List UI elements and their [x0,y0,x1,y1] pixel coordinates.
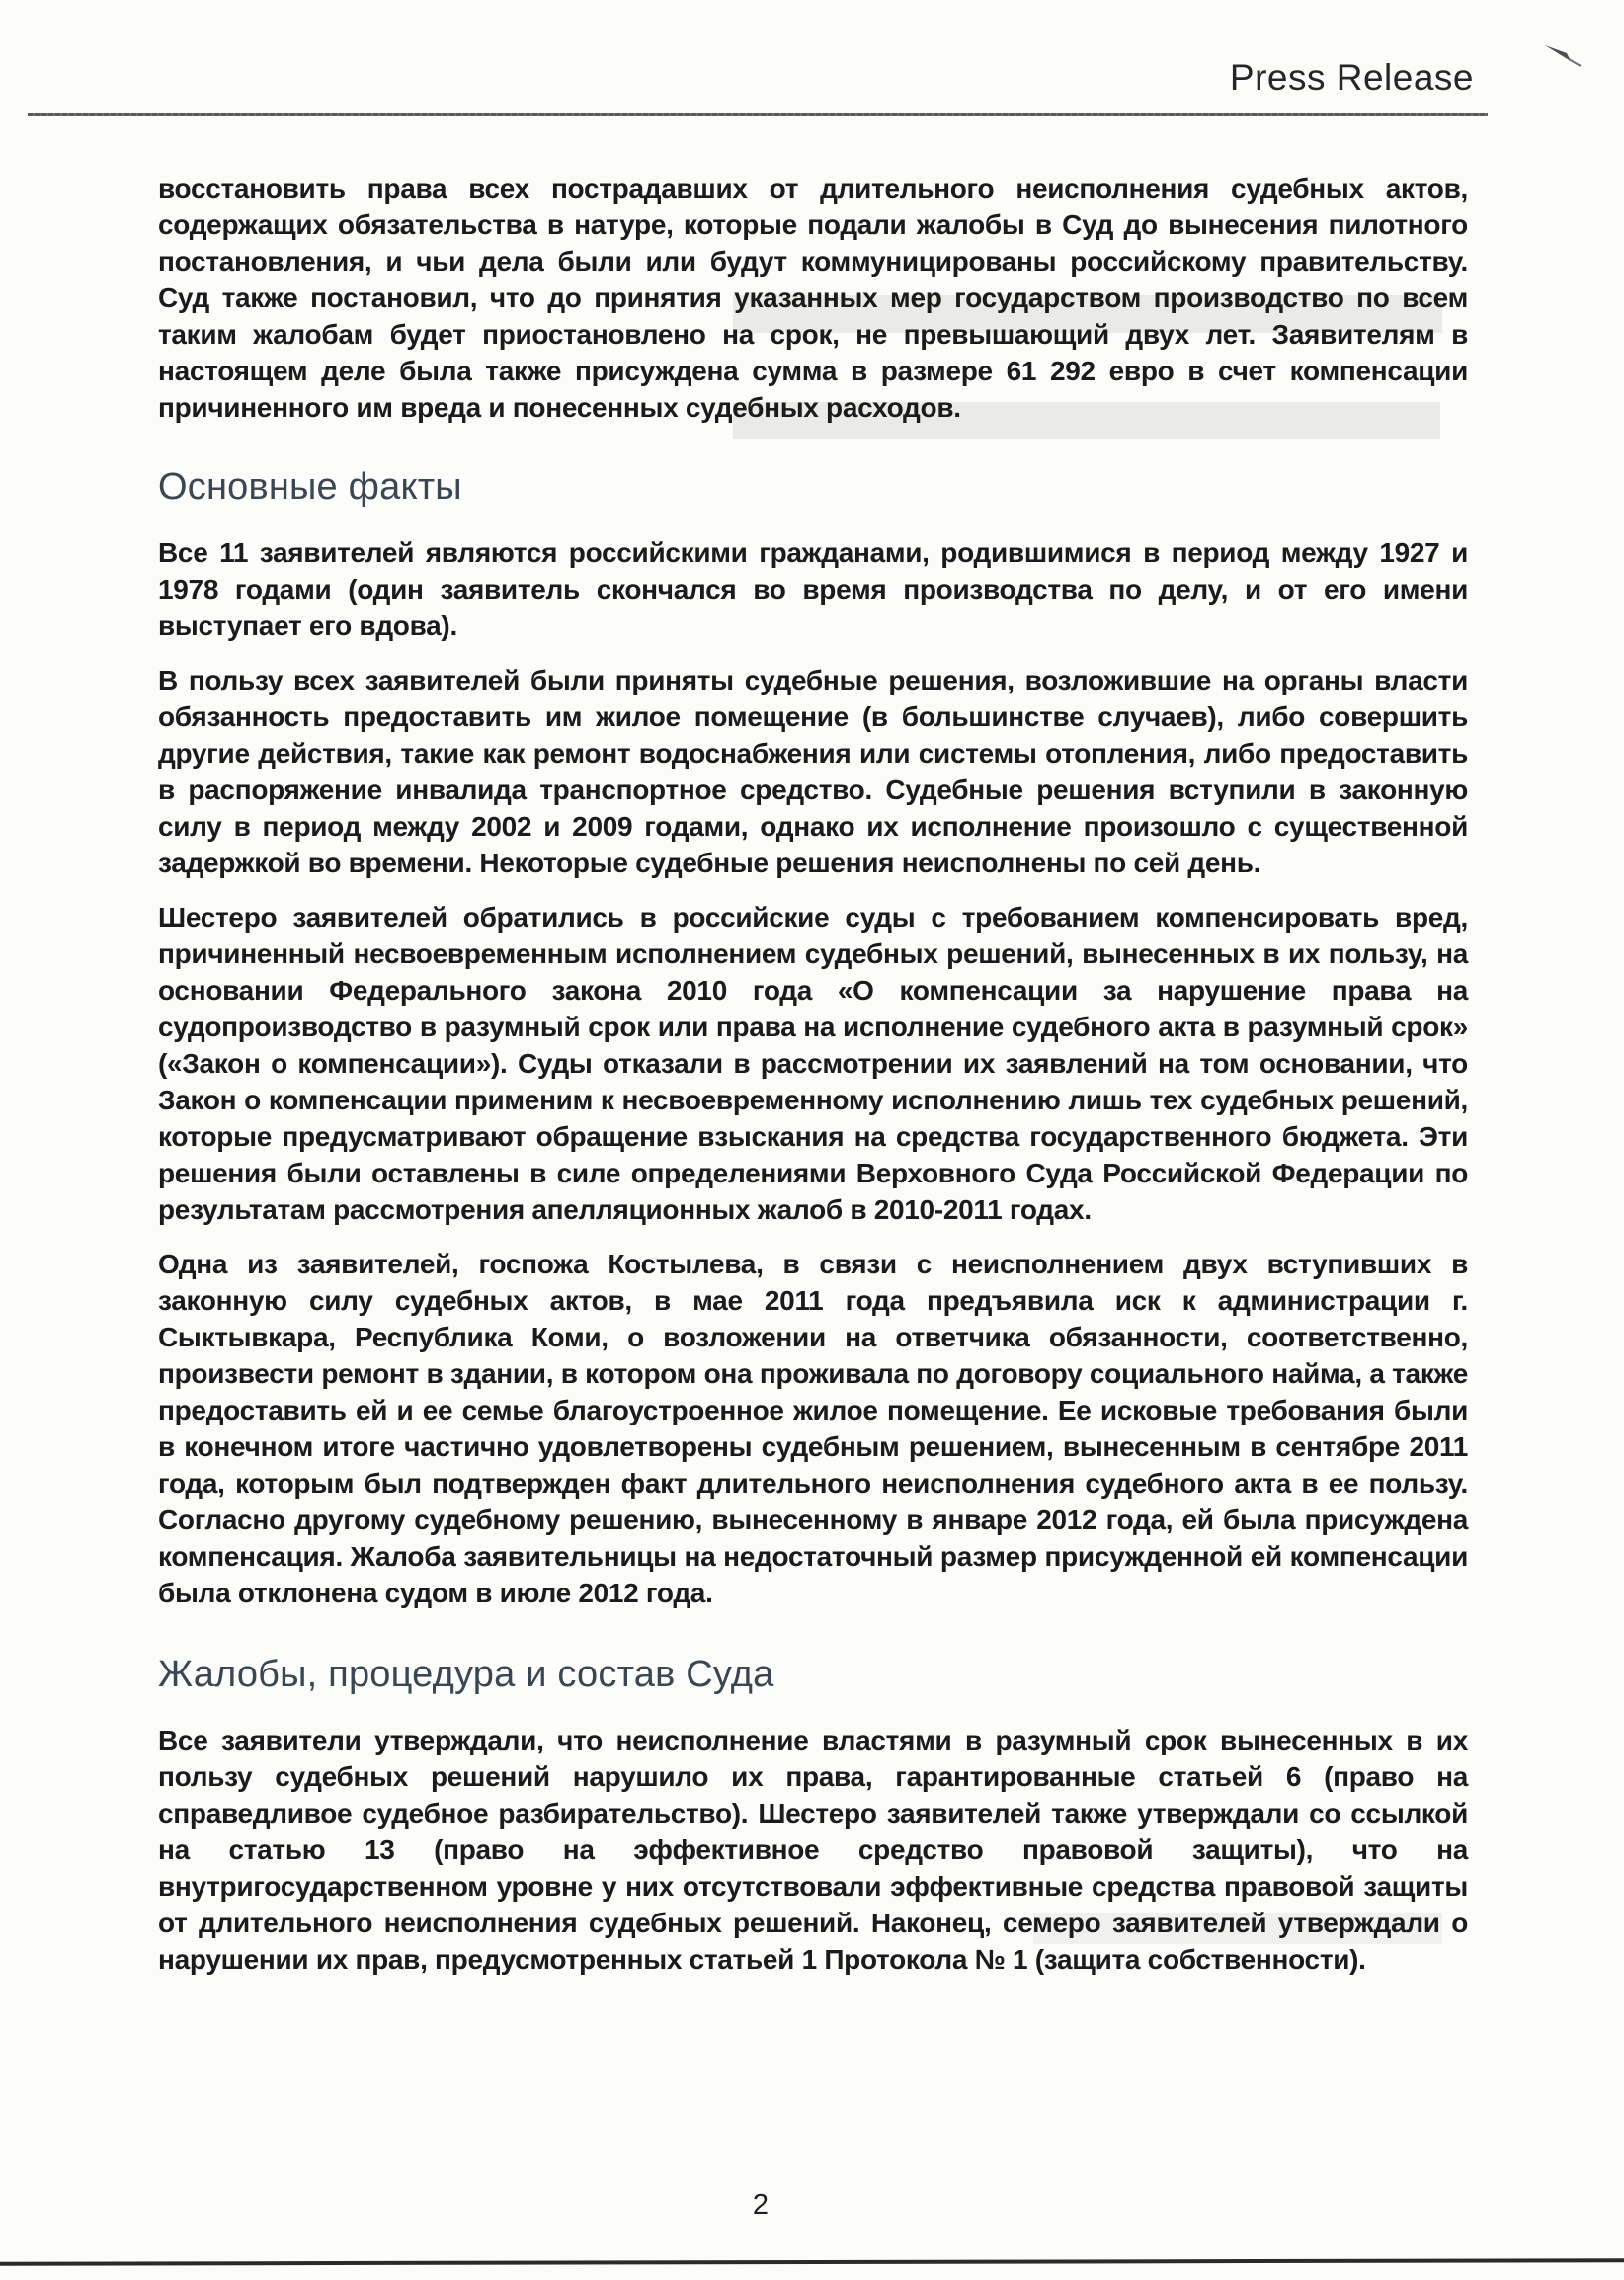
facts-paragraph-applicants: Все 11 заявителей являются российскими гражданами, родившимися в период между 1927 и 1978 годами (один заявитель скончался во время производства по делу, и от его имени выступает его вдова). [158,537,1468,641]
page-footer [0,2189,1521,2222]
intro-paragraph: восстановить права всех пострадавших от длительного неисполнения судебных актов, содержащих обязательства в натуре, которые подали жалобы в Суд до вынесения пилотного постановления, и чьи дела были или будут коммуницированы российскому правительству. Суд также постановил, что до принятия указанных мер государством производство по всем таким жалобам будет приостановлено на срок, не превышающий двух лет. Заявителям в настоящем деле была также присуждена сумма в размере 61 292 евро в счет компенсации причиненного им вреда и понесенных судебных расходов. [158,173,1468,423]
header-divider [28,113,1488,116]
scan-edge-line [0,2258,1624,2265]
pen-mark-icon [1541,40,1592,73]
facts-paragraph-compensation-act: Шестеро заявителей обратились в российские суды с требованием компенсировать вред, причиненный несвоевременным исполнением судебных решений, вынесенных в их пользу, на основании Федерального закона 2010 года «О компенсации за нарушение права на судопроизводство в разумный срок или права на исполнение судебного акта в разумный срок» («Закон о компенсации»). Суды отказали в рассмотрении их заявлений на том основании, что Закон о компенсации применим к несвоевременному исполнению лишь тех судебных решений, которые предусматривают обращение взыскания на средства государственного бюджета. Эти решения были оставлены в силе определениями Верховного Суда Российской Федерации по результатам рассмотрения апелляционных жалоб в 2010-2011 годах. [158,902,1468,1225]
complaints-paragraph: Все заявители утверждали, что неисполнение властями в разумный срок вынесенных в их пользу судебных решений нарушило их права, гарантированные статьей 6 (право на справедливое судебное разбирательство). Шестеро заявителей также утверждали со ссылкой на статью 13 (право на эффективное средство правовой защиты), что на внутригосударственном уровне у них отсутствовали эффективные средства правовой защиты от длительного неисполнения судебных решений. Наконец, семеро заявителей утверждали о нарушении их прав, предусмотренных статьей 1 Протокола № 1 (защита собственности). [158,1725,1468,1975]
facts-paragraph-judgments: В пользу всех заявителей были приняты судебные решения, возложившие на органы власти обязанность предоставить им жилое помещение (в большинстве случаев), либо совершить другие действия, такие как ремонт водоснабжения или системы отопления, либо предоставить в распоряжение инвалида транспортное средство. Судебные решения вступили в законную силу в период между 2002 и 2009 годами, однако их исполнение произошло с существенной задержкой во времени. Некоторые судебные решения неисполнены по сей день. [158,665,1468,878]
section-heading-main-facts: Основные факты [158,466,462,508]
section-heading-complaints-procedure: Жалобы, процедура и состав Суда [158,1654,774,1695]
facts-paragraph-kostyleva: Одна из заявителей, госпожа Костылева, в связи с неисполнением двух вступивших в законную силу судебных актов, в мае 2011 года предъявила иск к администрации г. Сыктывкара, Республика Коми, о возложении на ответчика обязанности, соответственно, произвести ремонт в здании, в котором она проживала по договору социального найма, а также предоставить ей и ее семье благоустроенное жилое помещение. Ее исковые требования были в конечном итоге частично удовлетворены судебным решением, вынесенным в сентябре 2011 года, которым был подтвержден факт длительного неисполнения судебного акта в ее пользу. Согласно другому судебному решению, вынесенному в январе 2012 года, ей была присуждена компенсация. Жалоба заявительницы на недостаточный размер присужденной ей компенсации была отклонена судом в июле 2012 года. [158,1249,1468,1608]
document-body [158,148,1468,1995]
page-title: Press Release [1229,57,1474,98]
page-number: 2 [752,2189,770,2221]
